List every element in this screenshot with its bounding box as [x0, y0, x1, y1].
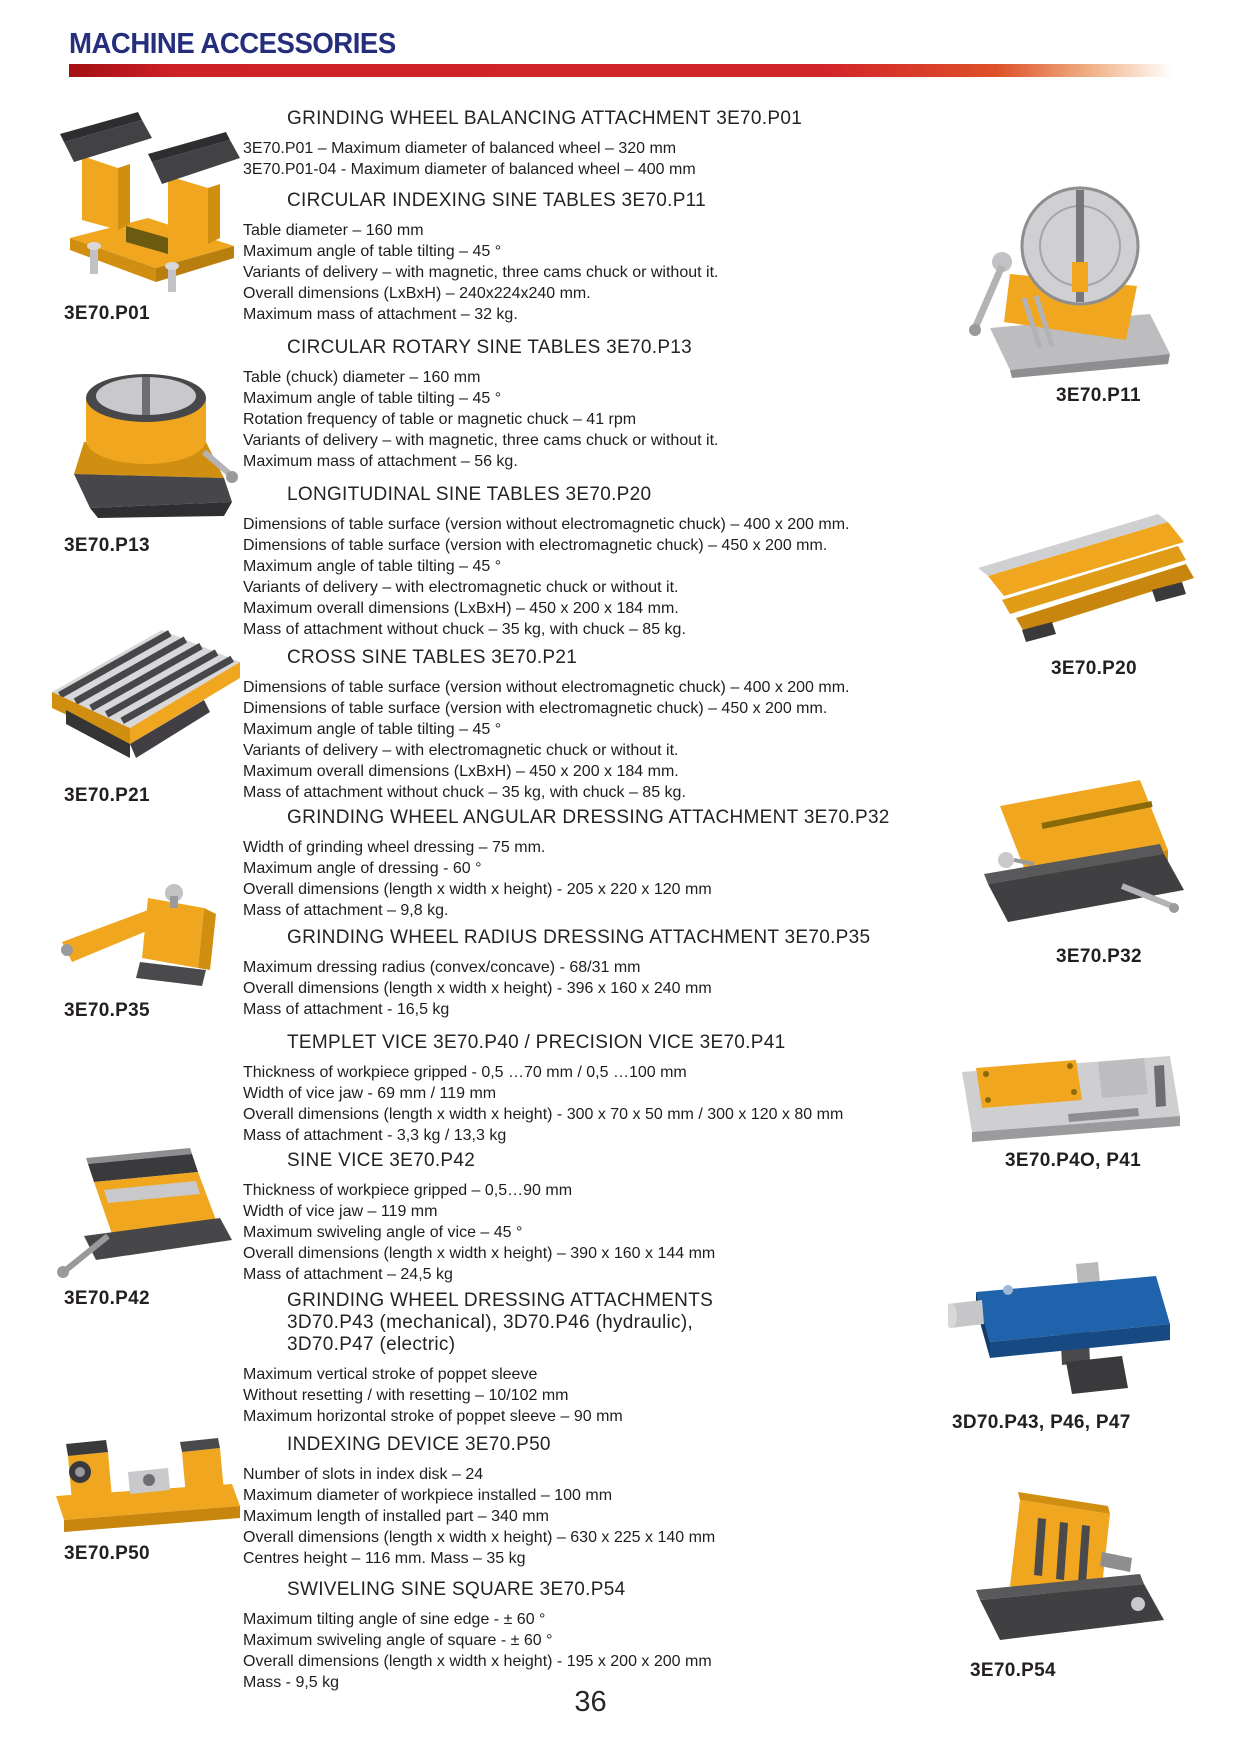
spec-line: Maximum swiveling angle of vice – 45 ° [243, 1224, 523, 1241]
spec-line: Maximum overall dimensions (LxBxH) – 450 x 200 x 184 mm. [243, 600, 679, 617]
spec-line: Maximum dressing radius (convex/concave) - 68/31 mm [243, 959, 641, 976]
product-photo-3e70-p50 [50, 1426, 245, 1543]
product-section [243, 1032, 843, 1146]
spec-line: Overall dimensions (LxBxH) – 240x224x240 mm. [243, 285, 591, 302]
spec-line: Table (chuck) diameter – 160 mm [243, 369, 481, 386]
spec-line: 3E70.P01 – Maximum diameter of balanced wheel – 320 mm [243, 140, 677, 157]
product-label-3e70-p42: 3E70.P42 [64, 1288, 150, 1309]
spec-line: Variants of delivery – with electromagnetic chuck or without it. [243, 742, 679, 759]
product-photo-3e70-p20 [972, 498, 1202, 658]
sine-vice-image [44, 1148, 244, 1283]
product-label-3e70-p50: 3E70.P50 [64, 1543, 150, 1564]
product-label-3e70-p40-p41: 3E70.P4O, P41 [1005, 1150, 1141, 1171]
section-title-line: CROSS SINE TABLES 3E70.P21 [287, 647, 578, 668]
spec-line: Maximum vertical stroke of poppet sleeve [243, 1366, 538, 1383]
spec-line: Dimensions of table surface (version with electromagnetic chuck) – 450 x 200 mm. [243, 700, 828, 717]
product-label-3e70-p20: 3E70.P20 [1051, 658, 1137, 679]
spec-line: Mass of attachment - 16,5 kg [243, 1001, 450, 1018]
spec-line: Variants of delivery – with magnetic, three cams chuck or without it. [243, 432, 719, 449]
spec-line: Maximum mass of attachment – 32 kg. [243, 306, 518, 323]
spec-line: Variants of delivery – with magnetic, three cams chuck or without it. [243, 264, 719, 281]
section-title [287, 108, 802, 130]
section-title [287, 1032, 843, 1054]
product-photo-3e70-p40-p41 [948, 1038, 1188, 1151]
section-title-line: TEMPLET VICE 3E70.P40 / PRECISION VICE 3E70.P41 [287, 1032, 786, 1053]
spec-line: Maximum length of installed part – 340 mm [243, 1508, 549, 1525]
product-label-3e70-p35: 3E70.P35 [64, 1000, 150, 1021]
product-label-3e70-p54: 3E70.P54 [970, 1660, 1056, 1681]
spec-line: Rotation frequency of table or magnetic chuck – 41 rpm [243, 411, 637, 428]
section-title [287, 190, 718, 212]
spec-line: Mass of attachment – 9,8 kg. [243, 902, 449, 919]
section-title-line: LONGITUDINAL SINE TABLES 3E70.P20 [287, 484, 652, 505]
product-section [243, 337, 718, 472]
spec-line: Width of vice jaw – 119 mm [243, 1203, 438, 1220]
product-section [243, 1150, 715, 1285]
spec-line: Maximum diameter of workpiece installed – 100 mm [243, 1487, 613, 1504]
spec-line: Dimensions of table surface (version without electromagnetic chuck) – 400 x 200 mm. [243, 516, 850, 533]
spec-line: Thickness of workpiece gripped – 0,5…90 mm [243, 1182, 573, 1199]
spec-line: Maximum angle of table tilting – 45 ° [243, 390, 502, 407]
product-label-3e70-p13: 3E70.P13 [64, 535, 150, 556]
section-title-line: 3D70.P43 (mechanical), 3D70.P46 (hydraulic), [287, 1312, 694, 1333]
section-title-line: GRINDING WHEEL RADIUS DRESSING ATTACHMENT 3E70.P35 [287, 927, 871, 948]
longitudinal-sine-table-image [972, 498, 1202, 653]
balancing-attachment-image [56, 98, 246, 293]
product-section [243, 1290, 713, 1427]
section-title-line: 3D70.P47 (electric) [287, 1334, 456, 1355]
product-label-3e70-p32: 3E70.P32 [1056, 946, 1142, 967]
spec-line: Maximum angle of table tilting – 45 ° [243, 721, 502, 738]
section-title [287, 1290, 713, 1356]
spec-line: Maximum horizontal stroke of poppet sleeve – 90 mm [243, 1408, 623, 1425]
product-photo-3e70-p11 [952, 178, 1177, 383]
product-photo-3e70-p54 [962, 1492, 1177, 1659]
spec-line: Mass of attachment – 24,5 kg [243, 1266, 453, 1283]
spec-line: Overall dimensions (length x width x height) – 630 x 225 x 140 mm [243, 1529, 716, 1546]
angular-dressing-attachment-image [972, 766, 1187, 944]
page-title: MACHINE ACCESSORIES [69, 28, 396, 60]
section-title [287, 337, 718, 359]
section-title-line: CIRCULAR ROTARY SINE TABLES 3E70.P13 [287, 337, 693, 358]
product-photo-3e70-p35 [56, 880, 236, 1000]
product-section [243, 1434, 715, 1569]
product-label-3e70-p21: 3E70.P21 [64, 785, 150, 806]
section-title-line: GRINDING WHEEL ANGULAR DRESSING ATTACHMENT 3E70.P32 [287, 807, 890, 828]
header-accent-bar [69, 64, 1173, 77]
section-title-line: GRINDING WHEEL BALANCING ATTACHMENT 3E70.P01 [287, 108, 803, 129]
product-photo-3d70-p43 [948, 1262, 1188, 1412]
spec-line: Overall dimensions (length x width x height) - 396 x 160 x 240 mm [243, 980, 712, 997]
product-photo-3e70-p21 [44, 600, 244, 780]
spec-line: Width of grinding wheel dressing – 75 mm. [243, 839, 546, 856]
section-title [287, 927, 870, 949]
product-label-3d70-p43-p46-p47: 3D70.P43, P46, P47 [952, 1412, 1131, 1433]
spec-line: Overall dimensions (length x width x height) - 195 x 200 x 200 mm [243, 1653, 712, 1670]
section-title [287, 1434, 715, 1456]
templet-precision-vice-image [948, 1038, 1188, 1146]
product-section [243, 647, 850, 803]
spec-line: Maximum swiveling angle of square - ± 60 ° [243, 1632, 553, 1649]
spec-line: Maximum angle of dressing - 60 ° [243, 860, 482, 877]
spec-line: Without resetting / with resetting – 10/102 mm [243, 1387, 569, 1404]
product-section [243, 927, 870, 1020]
grinding-wheel-dressing-attachment-image [948, 1262, 1188, 1407]
section-title [287, 1579, 712, 1601]
spec-line: Centres height – 116 mm. Mass – 35 kg [243, 1550, 526, 1567]
indexing-device-image [50, 1426, 245, 1538]
section-title-line: INDEXING DEVICE 3E70.P50 [287, 1434, 551, 1455]
page-number: 36 [574, 1686, 607, 1718]
spec-line: Maximum mass of attachment – 56 kg. [243, 453, 518, 470]
section-title-line: SINE VICE 3E70.P42 [287, 1150, 476, 1171]
circular-indexing-table-image [952, 178, 1177, 378]
spec-line: Mass of attachment - 3,3 kg / 13,3 kg [243, 1127, 507, 1144]
spec-line: Dimensions of table surface (version without electromagnetic chuck) – 400 x 200 mm. [243, 679, 850, 696]
product-photo-3e70-p01 [56, 98, 246, 298]
section-title [287, 484, 850, 506]
radius-dressing-attachment-image [56, 880, 236, 995]
product-photo-3e70-p42 [44, 1148, 244, 1288]
product-label-3e70-p11: 3E70.P11 [1056, 385, 1141, 406]
product-photo-3e70-p13 [54, 356, 239, 529]
product-section [243, 484, 850, 640]
section-title [287, 807, 890, 829]
spec-line: Overall dimensions (length x width x height) - 300 x 70 x 50 mm / 300 x 120 x 80 mm [243, 1106, 844, 1123]
spec-line: Overall dimensions (length x width x height) – 390 x 160 x 144 mm [243, 1245, 716, 1262]
spec-line: Mass - 9,5 kg [243, 1674, 340, 1691]
spec-line: Mass of attachment without chuck – 35 kg, with chuck – 85 kg. [243, 784, 686, 801]
section-title-line: GRINDING WHEEL DRESSING ATTACHMENTS [287, 1290, 714, 1311]
swiveling-sine-square-image [962, 1492, 1177, 1654]
product-section [243, 108, 802, 180]
spec-line: Overall dimensions (length x width x height) - 205 x 220 x 120 mm [243, 881, 712, 898]
product-section [243, 1579, 712, 1693]
spec-line: Mass of attachment without chuck – 35 kg, with chuck – 85 kg. [243, 621, 686, 638]
section-title [287, 1150, 715, 1172]
section-title-line: SWIVELING SINE SQUARE 3E70.P54 [287, 1579, 626, 1600]
spec-line: Width of vice jaw - 69 mm / 119 mm [243, 1085, 497, 1102]
section-title-line: CIRCULAR INDEXING SINE TABLES 3E70.P11 [287, 190, 706, 211]
product-section [243, 807, 890, 921]
section-title [287, 647, 850, 669]
spec-line: Thickness of workpiece gripped - 0,5 …70 mm / 0,5 …100 mm [243, 1064, 687, 1081]
spec-line: Table diameter – 160 mm [243, 222, 424, 239]
spec-line: Maximum angle of table tilting – 45 ° [243, 243, 502, 260]
spec-line: Maximum overall dimensions (LxBxH) – 450 x 200 x 184 mm. [243, 763, 679, 780]
spec-line: 3E70.P01-04 - Maximum diameter of balanced wheel – 400 mm [243, 161, 696, 178]
rotary-sine-table-image [54, 356, 239, 524]
spec-line: Maximum tilting angle of sine edge - ± 60 ° [243, 1611, 546, 1628]
product-label-3e70-p01: 3E70.P01 [64, 303, 150, 324]
product-section [243, 190, 718, 325]
spec-line: Variants of delivery – with electromagnetic chuck or without it. [243, 579, 679, 596]
cross-sine-table-image [44, 600, 244, 775]
spec-line: Maximum angle of table tilting – 45 ° [243, 558, 502, 575]
spec-line: Number of slots in index disk – 24 [243, 1466, 484, 1483]
spec-line: Dimensions of table surface (version with electromagnetic chuck) – 450 x 200 mm. [243, 537, 828, 554]
product-photo-3e70-p32 [972, 766, 1187, 949]
